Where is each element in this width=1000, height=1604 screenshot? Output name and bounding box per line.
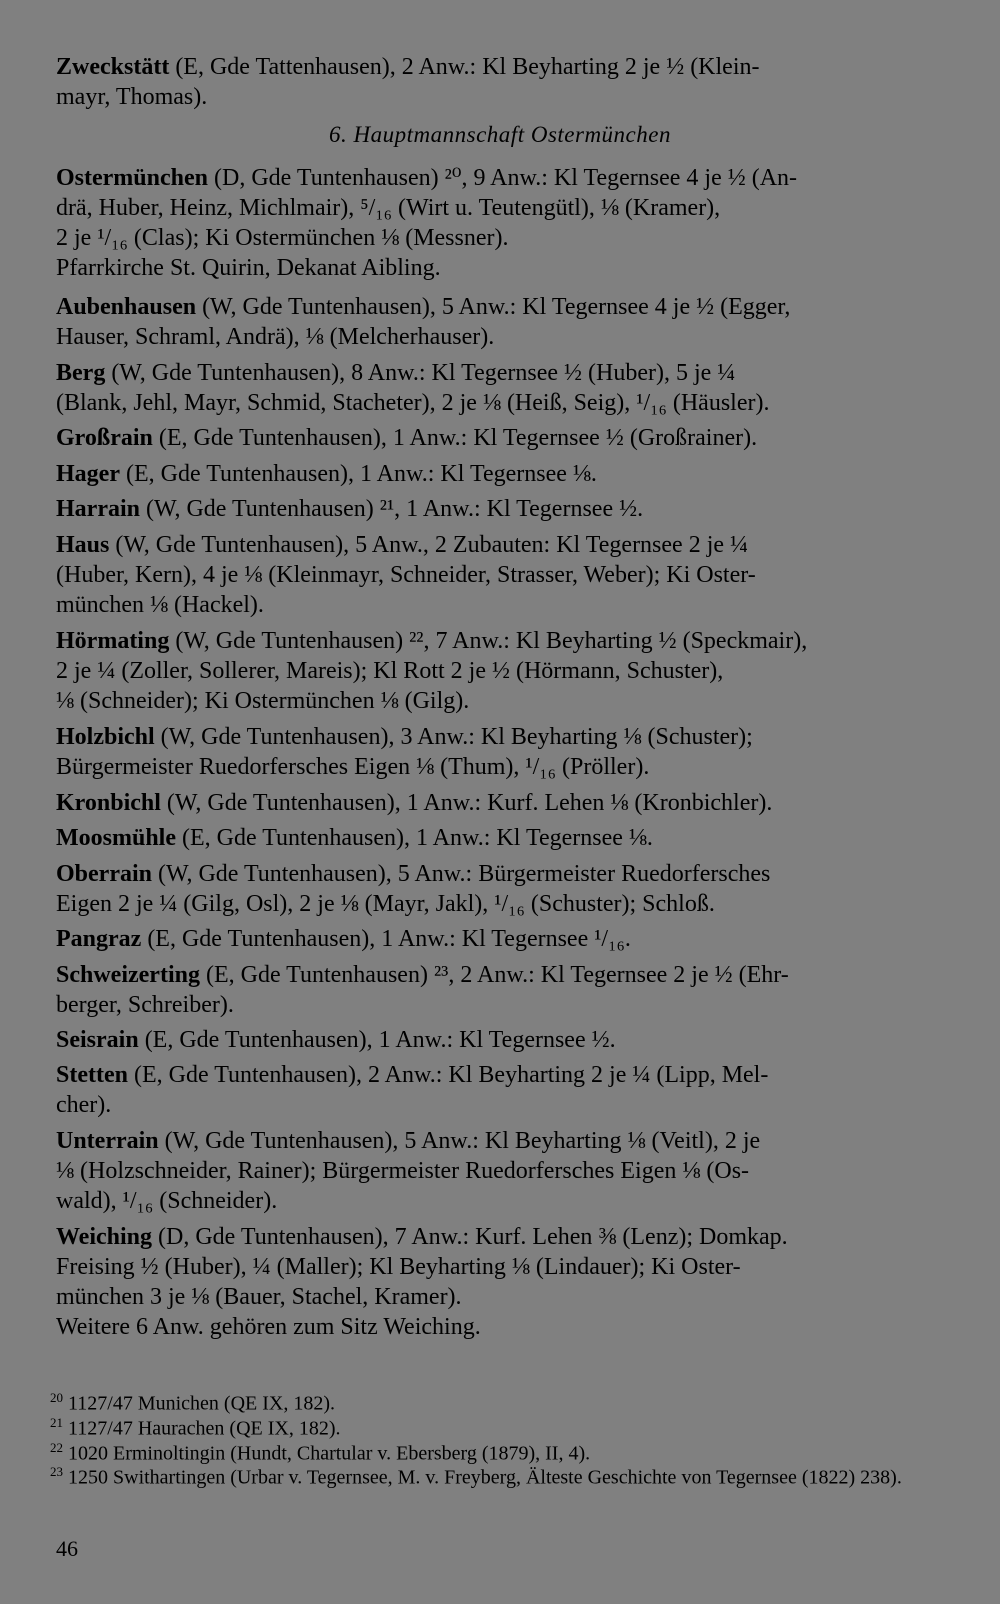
entry-text: Hauser, Schraml, Andrä), ⅛ (Melcherhauser). xyxy=(56,324,495,350)
entry-zweckstaett xyxy=(56,52,946,112)
entry-text: (W, Gde Tuntenhausen), 5 Anw.: Bürgermeister Ruedorfersches xyxy=(152,861,771,887)
entry-text: (E, Gde Tuntenhausen) ²³, 2 Anw.: Kl Tegernsee 2 je ½ (Ehr- xyxy=(199,962,789,988)
entry-text: (W, Gde Tuntenhausen), 8 Anw.: Kl Tegernsee ½ (Huber), 5 je ¼ xyxy=(105,360,736,386)
place-name: Weiching xyxy=(56,1224,153,1250)
place-name: Großrain xyxy=(56,425,153,451)
place-name: Seisrain xyxy=(56,1027,139,1053)
place-name: Hager xyxy=(56,461,120,487)
entry-text: (E, Gde Tuntenhausen), 1 Anw.: Kl Tegernsee ½ (Großrainer). xyxy=(152,425,758,451)
entry-text: Bürgermeister Ruedorfersches Eigen ⅛ (Thum), ¹/₁₆ (Pröller). xyxy=(56,754,650,780)
section-heading: 6. Hauptmannschaft Ostermünchen xyxy=(329,122,671,147)
footnote-text: 1127/47 Haurachen (QE IX, 182). xyxy=(68,1417,341,1440)
entry-text: münchen ⅛ (Hackel). xyxy=(56,592,264,618)
entry-pangraz xyxy=(56,924,946,954)
entry-text: Eigen 2 je ¼ (Gilg, Osl), 2 je ⅛ (Mayr, Jakl), ¹/₁₆ (Schuster); Schloß. xyxy=(56,891,715,917)
entry-text: (W, Gde Tuntenhausen) ²¹, 1 Anw.: Kl Tegernsee ½. xyxy=(140,496,644,522)
entry-text: (E, Gde Tuntenhausen), 2 Anw.: Kl Beyharting 2 je ¼ (Lipp, Mel- xyxy=(127,1062,769,1088)
place-name: Haus xyxy=(56,532,110,558)
footnote-text: 1127/47 Munichen (QE IX, 182). xyxy=(68,1392,335,1415)
entry-aubenhausen xyxy=(56,292,946,352)
entry-text: (W, Gde Tuntenhausen), 5 Anw.: Kl Beyharting ⅛ (Veitl), 2 je xyxy=(158,1128,761,1154)
entry-text: (Blank, Jehl, Mayr, Schmid, Stacheter), 2 je ⅛ (Heiß, Seig), ¹/₁₆ (Häusler). xyxy=(56,390,770,416)
entry-hoermating xyxy=(56,626,946,716)
entry-ostermuenchen xyxy=(56,163,946,283)
entry-schweizerting xyxy=(56,960,946,1020)
place-name: Zweckstätt xyxy=(56,54,170,80)
entry-harrain xyxy=(56,494,946,524)
entry-text: (D, Gde Tuntenhausen) ²⁰, 9 Anw.: Kl Tegernsee 4 je ½ (An- xyxy=(208,165,798,191)
entry-text: wald), ¹/₁₆ (Schneider). xyxy=(56,1188,278,1214)
entry-text: berger, Schreiber). xyxy=(56,992,234,1018)
place-name: Stetten xyxy=(56,1062,128,1088)
place-name: Aubenhausen xyxy=(56,294,197,320)
entry-stetten xyxy=(56,1060,946,1120)
footnote-text: 1020 Erminoltingin (Hundt, Chartular v. Ebersberg (1879), II, 4). xyxy=(68,1442,591,1465)
entry-text: ⅛ (Holzschneider, Rainer); Bürgermeister Ruedorfersches Eigen ⅛ (Os- xyxy=(56,1158,750,1184)
footnote-number: 22 xyxy=(50,1440,63,1455)
entry-text: (W, Gde Tuntenhausen), 1 Anw.: Kurf. Lehen ⅛ (Kronbichler). xyxy=(160,790,773,816)
entry-text: Freising ½ (Huber), ¼ (Maller); Kl Beyharting ⅛ (Lindauer); Ki Oster- xyxy=(56,1254,741,1280)
entry-grossrain xyxy=(56,423,946,453)
footnote xyxy=(50,1460,930,1490)
entry-text: (W, Gde Tuntenhausen), 3 Anw.: Kl Beyharting ⅛ (Schuster); xyxy=(154,724,753,750)
entry-text: 2 je ¹/₁₆ (Clas); Ki Ostermünchen ⅛ (Messner). xyxy=(56,225,509,251)
place-name: Moosmühle xyxy=(56,825,176,851)
place-name: Ostermünchen xyxy=(56,165,208,191)
entry-text: mayr, Thomas). xyxy=(56,84,208,110)
entry-text: (W, Gde Tuntenhausen) ²², 7 Anw.: Kl Beyharting ½ (Speckmair), xyxy=(169,628,808,654)
entry-text: (E, Gde Tuntenhausen), 1 Anw.: Kl Tegernsee ¹/₁₆. xyxy=(141,926,631,952)
entry-text: (E, Gde Tattenhausen), 2 Anw.: Kl Beyharting 2 je ½ (Klein- xyxy=(169,54,760,80)
entry-kronbichl xyxy=(56,788,946,818)
entry-text: (W, Gde Tuntenhausen), 5 Anw.: Kl Tegernsee 4 je ½ (Egger, xyxy=(196,294,791,320)
entry-unterrain xyxy=(56,1126,946,1216)
place-name: Holzbichl xyxy=(56,724,155,750)
entry-text: (E, Gde Tuntenhausen), 1 Anw.: Kl Tegernsee ½. xyxy=(138,1027,616,1053)
entry-text: (Huber, Kern), 4 je ⅛ (Kleinmayr, Schneider, Strasser, Weber); Ki Oster- xyxy=(56,562,756,588)
entry-text: (D, Gde Tuntenhausen), 7 Anw.: Kurf. Lehen ⅜ (Lenz); Domkap. xyxy=(152,1224,788,1250)
entry-seisrain xyxy=(56,1025,946,1055)
page-number: 46 xyxy=(56,1536,78,1561)
footnote-number: 21 xyxy=(50,1415,63,1430)
entry-text: cher). xyxy=(56,1092,112,1118)
entry-text: (E, Gde Tuntenhausen), 1 Anw.: Kl Tegernsee ⅛. xyxy=(119,461,597,487)
entry-text: drä, Huber, Heinz, Michlmair), ⁵/₁₆ (Wirt u. Teutengütl), ⅛ (Kramer), xyxy=(56,195,721,221)
entry-holzbichl xyxy=(56,722,946,782)
place-name: Unterrain xyxy=(56,1128,159,1154)
entry-text: (E, Gde Tuntenhausen), 1 Anw.: Kl Tegernsee ⅛. xyxy=(176,825,653,851)
entry-hager xyxy=(56,459,946,489)
place-name: Harrain xyxy=(56,496,140,522)
footnote-number: 20 xyxy=(50,1390,63,1405)
place-name: Kronbichl xyxy=(56,790,161,816)
entry-weiching xyxy=(56,1222,946,1342)
place-name: Pangraz xyxy=(56,926,142,952)
entry-moosmuehle xyxy=(56,823,946,853)
entry-text: 2 je ¼ (Zoller, Sollerer, Mareis); Kl Rott 2 je ½ (Hörmann, Schuster), xyxy=(56,658,724,684)
place-name: Hörmating xyxy=(56,628,170,654)
place-name: Berg xyxy=(56,360,106,386)
entry-text: Pfarrkirche St. Quirin, Dekanat Aibling. xyxy=(56,255,441,281)
entry-text: (W, Gde Tuntenhausen), 5 Anw., 2 Zubauten: Kl Tegernsee 2 je ¼ xyxy=(109,532,749,558)
entry-text: Weitere 6 Anw. gehören zum Sitz Weiching. xyxy=(56,1314,481,1340)
entry-text: ⅛ (Schneider); Ki Ostermünchen ⅛ (Gilg). xyxy=(56,688,470,714)
entry-oberrain xyxy=(56,859,946,919)
entry-text: münchen 3 je ⅛ (Bauer, Stachel, Kramer). xyxy=(56,1284,462,1310)
entry-berg xyxy=(56,358,946,418)
footnote-number: 23 xyxy=(50,1464,63,1479)
place-name: Oberrain xyxy=(56,861,152,887)
entry-haus xyxy=(56,530,946,620)
place-name: Schweizerting xyxy=(56,962,200,988)
footnote-text: 1250 Swithartingen (Urbar v. Tegernsee, M. v. Freyberg, Älteste Geschichte von Tegernsee (1822) 238). xyxy=(68,1466,902,1489)
